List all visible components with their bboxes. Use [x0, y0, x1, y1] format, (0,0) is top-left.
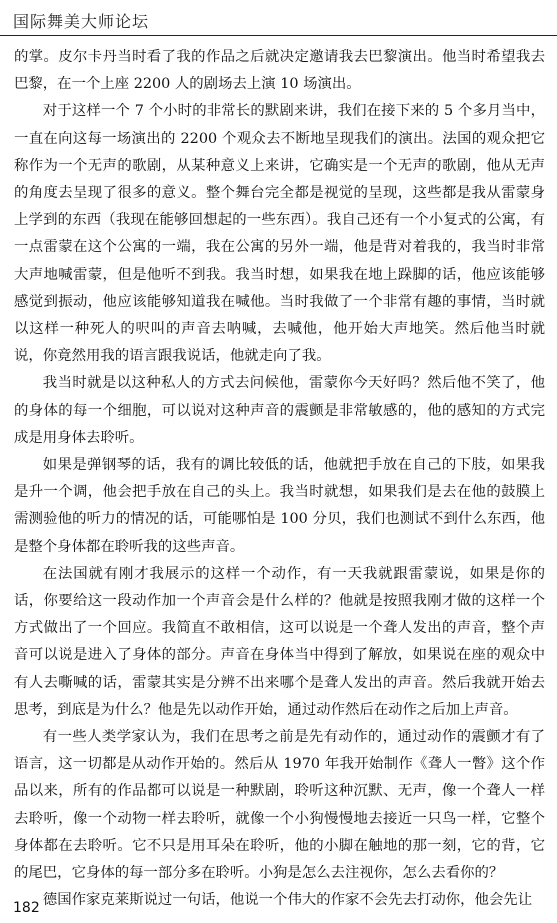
paragraph: 在法国就有刚才我展示的这样一个动作，有一天我就跟雷蒙说，如果是你的话，你要给这一段动作加一个声音会是什么样的？他就是按照我刚才做的这样一个方式做出了一个回应。我简直不敢相信，这可以说是一个聋人发出的声音，整个声音可以说是进入了身体的部分。声音在身体当中得到了解放，如果说在座的观众中有人去嘶喊的话，雷蒙其实是分辨不出来哪个是聋人发出的声音。然后我就开始去思考，到底是为什么？他是先以动作开始，通过动作然后在动作之后加上声音。: [14, 565, 545, 718]
page-number: 182: [13, 900, 40, 916]
body-text: [14, 44, 545, 915]
paragraph: 德国作家克莱斯说过一句话，他说一个伟大的作家不会先去打动你，他会先让: [42, 892, 533, 909]
paragraph: 如果是弹钢琴的话，我有的调比较低的话，他就把手放在自己的下肢，如果我是升一个调，他会把手放在自己的头上。我当时就想，如果我们是去在他的鼓膜上需测验他的听力的情况的话，可能哪怕是 100 分贝，我们也测试不到什么东西，他是整个身体都在聆听我的这些声音。: [14, 457, 545, 555]
paragraph: 的掌。皮尔卡丹当时看了我的作品之后就决定邀请我去巴黎演出。他当时希望我去巴黎，在一个上座 2200 人的剧场去上演 10 场演出。: [14, 49, 545, 93]
paragraph: 对于这样一个 7 个小时的非常长的默剧来讲，我们在接下来的 5 个多月当中，一直在向这每一场演出的 2200 个观众去不断地呈现我们的演出。法国的观众把它称作为一个无声的歌剧，从某种意义上来讲，它确实是一个无声的歌剧，他从无声的角度去呈现了很多的意义。整个舞台完全都是视觉的呈现，这些都是我从雷蒙身上学到的东西（我现在能够回想起的一些东西）。我自己还有一个小复式的公寓，有一点雷蒙在这个公寓的一端，我在公寓的另外一端，他是背对着我的，我当时非常大声地喊雷蒙，但是他听不到我。我当时想，如果我在地上跺脚的话，他应该能够感觉到振动，他应该能够知道我在喊他。当时我做了一个非常有趣的事情，当时就以这样一种死人的呎叫的声音去呐喊，去喊他，他开始大声地笑。然后他当时就说，你竟然用我的语言跟我说话，他就走向了我。: [14, 103, 545, 365]
paragraph: 我当时就是以这种私人的方式去问候他，雷蒙你今天好吗？然后他不笑了，他的身体的每一个细胞，可以说对这种声音的震颤是非常敏感的，他的感知的方式完成是用身体去聆听。: [14, 375, 545, 446]
running-header: [0, 0, 557, 40]
book-title: 国际舞美大师论坛: [13, 12, 150, 31]
paragraph: 有一些人类学家认为，我们在思考之前是先有动作的，通过动作的震颤才有了语言，这一切都是从动作开始的。然后从 1970 年我开始制作《聋人一瞥》这个作品以来，所有的作品都可以说是一种默剧，聆听这种沉默、无声，像一个聋人一样去聆听，像一个动物一样去聆听，就像一个小狗慢慢地去接近一只鸟一样，它整个身体都在去聆听。它不只是用耳朵在聆听，他的小脚在触地的那一刻，它的背，它的尾巴，它身体的每一部分多在聆听。小狗是怎么去注视你，怎么去看你的？: [14, 729, 545, 882]
header-rule: [0, 35, 557, 36]
